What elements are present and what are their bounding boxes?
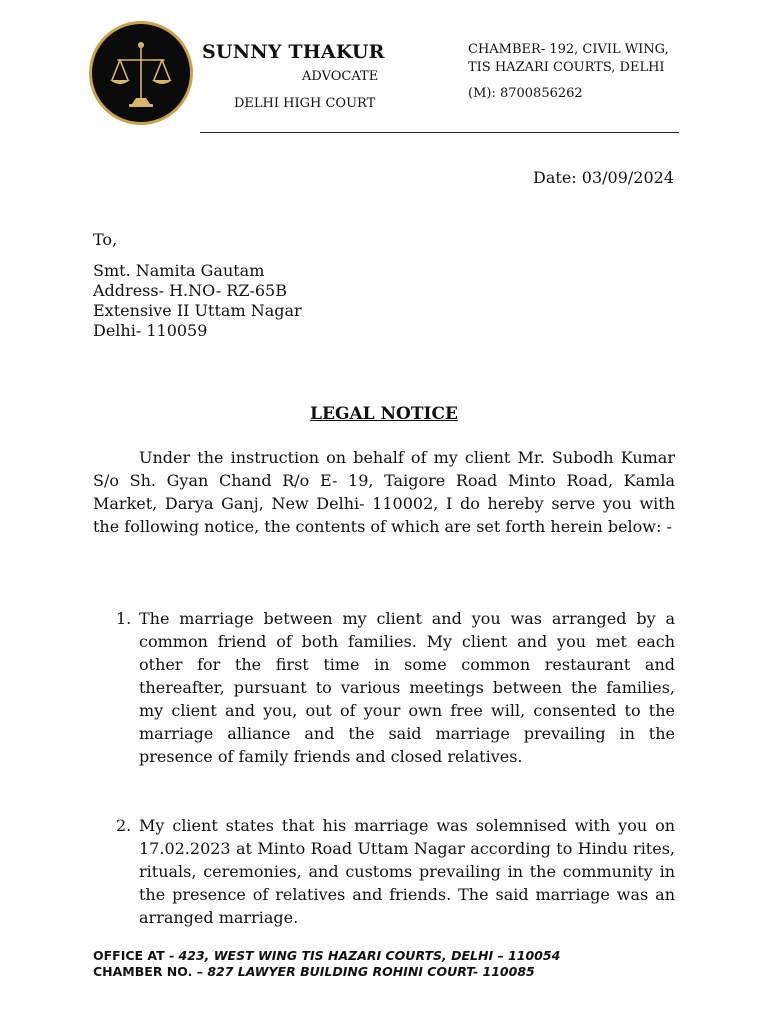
intro-paragraph: Under the instruction on behalf of my client Mr. Subodh Kumar S/o Sh. Gyan Chand R/o E- 19, Taigore Road Minto Road, Kamla Market, Darya Ganj, New Delhi- 110002, I do hereby serve you with the following notice, the contents of which are set forth herein below: -	[93, 448, 675, 536]
mobile-number: (M): 8700856262	[468, 86, 583, 101]
footer-office-value: 423, WEST WING TIS HAZARI COURTS, DELHI – 110054	[178, 948, 561, 963]
point-number: 1.	[116, 609, 132, 628]
recipient-name: Smt. Namita Gautam	[93, 261, 265, 280]
salutation: To,	[93, 230, 118, 249]
point-text: My client states that his marriage was solemnised with you on 17.02.2023 at Minto Road Uttam Nagar according to Hindu rites, rituals, ceremonies, and customs prevailing in the community in the presence of relatives and friends. The said marriage was an arranged marriage.	[139, 816, 675, 927]
footer-chamber-address	[93, 964, 535, 979]
notice-date: Date: 03/09/2024	[533, 168, 674, 187]
advocate-court: DELHI HIGH COURT	[234, 96, 376, 111]
recipient-address-line3: Delhi- 110059	[93, 321, 208, 340]
footer-chamber-value: 827 LAWYER BUILDING ROHINI COURT- 110085	[207, 964, 535, 979]
footer-office-label: OFFICE AT -	[93, 948, 179, 963]
scales-of-justice-icon	[88, 20, 194, 126]
advocate-name: SUNNY THAKUR	[202, 41, 385, 63]
recipient-address-line2: Extensive II Uttam Nagar	[93, 301, 302, 320]
footer-chamber-label: CHAMBER NO. –	[93, 964, 208, 979]
letterhead-divider	[200, 132, 679, 133]
advocate-title: ADVOCATE	[302, 69, 379, 84]
footer-office-address	[93, 948, 560, 963]
chamber-address-line2: TIS HAZARI COURTS, DELHI	[468, 60, 665, 75]
chamber-address-line1: CHAMBER- 192, CIVIL WING,	[468, 42, 669, 57]
point-text: The marriage between my client and you was arranged by a common friend of both families. My client and you met each other for the first time in some common restaurant and thereafter, pursuant to various meetings between the families, my client and you, out of your own free will, consented to the marriage alliance and the said marriage prevailing in the presence of family friends and closed relatives.	[139, 609, 675, 766]
recipient-address-line1: Address- H.NO- RZ-65B	[93, 281, 287, 300]
point-number: 2.	[116, 816, 132, 835]
document-title: LEGAL NOTICE	[310, 404, 458, 424]
